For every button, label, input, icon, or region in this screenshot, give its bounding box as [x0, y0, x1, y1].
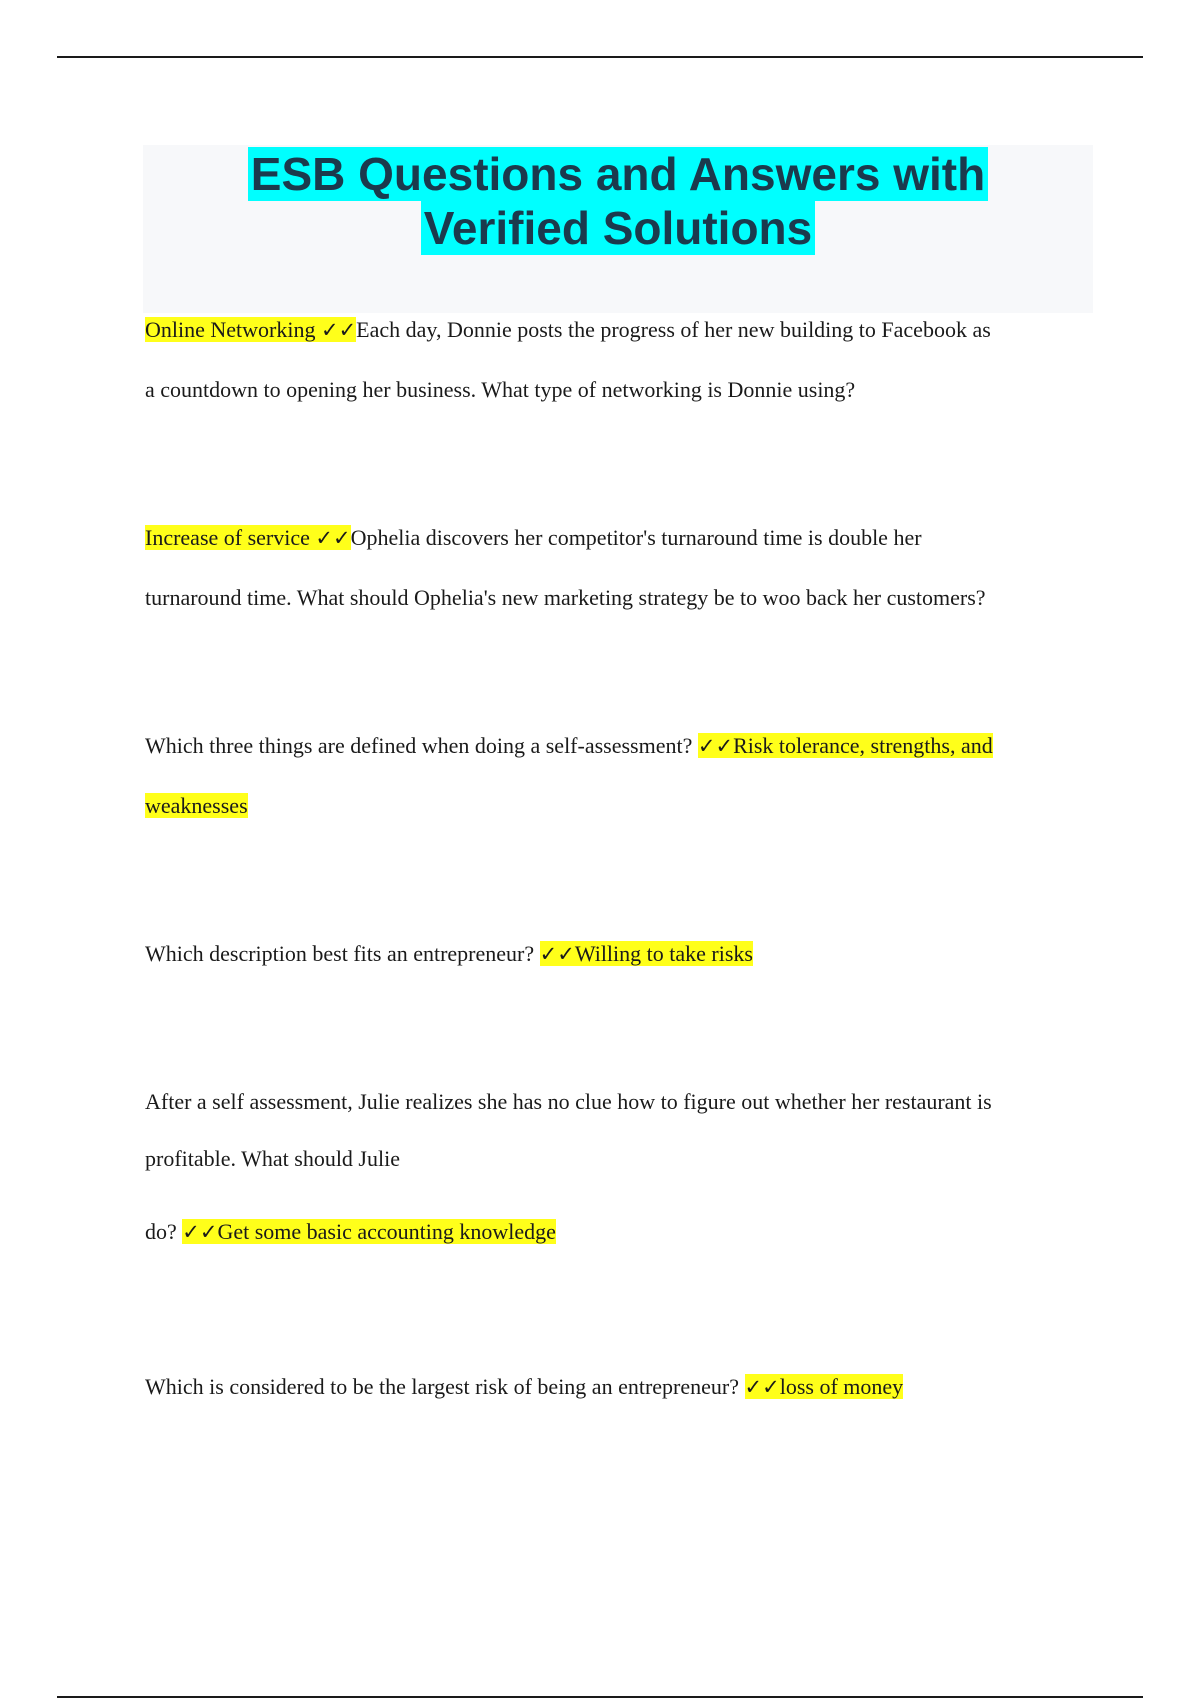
document-title-line-2: Verified Solutions — [421, 201, 816, 255]
question-text: Which description best fits an entrepreneur? — [145, 941, 535, 966]
checkmark-icon: ✓✓ — [182, 1220, 218, 1244]
question-text: a countdown to opening her business. What type of networking is Donnie using? — [145, 377, 856, 402]
question-text: Which three things are defined when doing a self-assessment? — [145, 733, 693, 758]
answer-highlight — [745, 1374, 904, 1399]
qa-item-1 — [145, 300, 1075, 420]
question-text: Ophelia discovers her competitor's turnaround time is double her — [350, 525, 922, 550]
checkmark-icon: ✓✓ — [320, 318, 357, 342]
bottom-rule — [57, 1696, 1143, 1698]
answer-text: weaknesses — [145, 793, 248, 818]
answer-highlight — [145, 317, 356, 342]
checkmark-icon: ✓✓ — [315, 526, 351, 550]
answer-highlight — [698, 733, 993, 758]
document-title-block — [143, 145, 1093, 313]
question-text: After a self assessment, Julie realizes she has no clue how to figure out whether her restaurant is — [145, 1089, 992, 1114]
checkmark-icon: ✓✓ — [539, 942, 575, 966]
qa-item-2 — [145, 508, 1075, 628]
question-text: Each day, Donnie posts the progress of her new building to Facebook as — [356, 317, 991, 342]
answer-text: Willing to take risks — [574, 941, 753, 966]
question-text: profitable. What should Julie — [145, 1146, 400, 1171]
answer-highlight — [540, 941, 753, 966]
question-text: turnaround time. What should Ophelia's new marketing strategy be to woo back her customers? — [145, 585, 986, 610]
answer-text: loss of money — [779, 1374, 904, 1399]
answer-highlight — [182, 1219, 556, 1244]
qa-item-4 — [145, 924, 1075, 984]
qa-item-3 — [145, 716, 1075, 836]
answer-text: Risk tolerance, strengths, and — [733, 733, 993, 758]
qa-item-5 — [145, 1073, 1075, 1261]
top-rule — [57, 56, 1143, 58]
checkmark-icon: ✓✓ — [697, 734, 734, 758]
answer-text: Increase of service — [145, 525, 310, 550]
checkmark-icon: ✓✓ — [744, 1375, 780, 1399]
answer-text: Get some basic accounting knowledge — [217, 1219, 556, 1244]
question-text: Which is considered to be the largest risk of being an entrepreneur? — [145, 1374, 739, 1399]
document-title-line-1: ESB Questions and Answers with — [248, 147, 988, 201]
qa-item-6 — [145, 1357, 1075, 1417]
answer-highlight — [145, 525, 351, 550]
answer-text: Online Networking — [145, 317, 316, 342]
question-text: do? — [145, 1219, 177, 1244]
